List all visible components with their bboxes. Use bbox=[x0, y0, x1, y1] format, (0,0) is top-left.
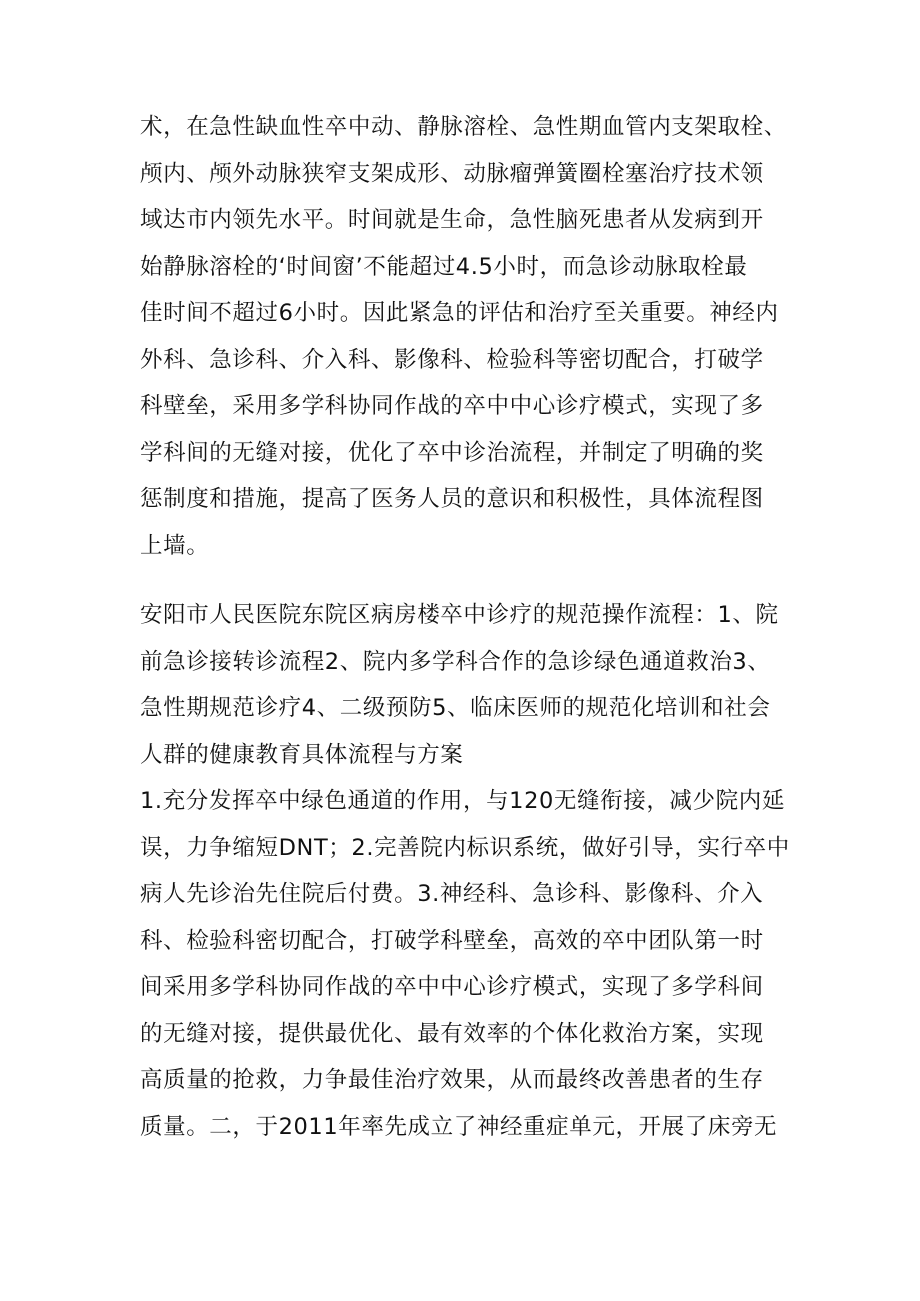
text-line: 误，力争缩短DNT；2.完善院内标识系统，做好引导，实行卒中 bbox=[140, 834, 790, 861]
text-line: 质量。二，于2011年率先成立了神经重症单元，开展了床旁无 bbox=[140, 1113, 778, 1140]
text-line: 域达市内领先水平。时间就是生命，急性脑死患者从发病到开 bbox=[140, 207, 764, 233]
text-line: 科、检验科密切配合，打破学科壁垒，高效的卒中团队第一时 bbox=[140, 927, 764, 954]
text-line: 急性期规范诊疗4、二级预防5、临床医师的规范化培训和社会 bbox=[140, 695, 771, 721]
text-line: 惩制度和措施，提高了医务人员的意识和积极性，具体流程图 bbox=[140, 486, 764, 512]
text-line: 学科间的无缝对接，优化了卒中诊治流程，并制定了明确的奖 bbox=[140, 439, 764, 466]
text-line: 科壁垒，采用多学科协同作战的卒中中心诊疗模式，实现了多 bbox=[140, 393, 764, 419]
text-line: 人群的健康教育具体流程与方案 bbox=[140, 741, 464, 768]
text-line: 前急诊接转诊流程2、院内多学科合作的急诊绿色通道救治3、 bbox=[140, 648, 771, 675]
text-line: 上墙。 bbox=[140, 532, 210, 559]
text-line: 的无缝对接，提供最优化、最有效率的个体化救治方案，实现 bbox=[140, 1020, 764, 1047]
text-line: 高质量的抢救，力争最佳治疗效果，从而最终改善患者的生存 bbox=[140, 1067, 764, 1093]
paragraph-process-plan bbox=[140, 778, 790, 1150]
text-line: 始静脉溶栓的‘时间窗’不能超过4.5小时，而急诊动脉取栓最 bbox=[140, 253, 748, 280]
text-line: 佳时间不超过6小时。因此紧急的评估和治疗至关重要。神经内 bbox=[140, 300, 779, 326]
text-line: 术，在急性缺血性卒中动、静脉溶栓、急性期血管内支架取栓、 bbox=[140, 114, 787, 140]
paragraph-stroke-treatment bbox=[140, 104, 787, 569]
paragraph-standard-procedure bbox=[140, 592, 780, 778]
text-line: 颅内、颅外动脉狭窄支架成形、动脉瘤弹簧圈栓塞治疗技术领 bbox=[140, 160, 764, 187]
text-line: 安阳市人民医院东院区病房楼卒中诊疗的规范操作流程：1、院 bbox=[140, 602, 779, 628]
text-line: 病人先诊治先住院后付费。3.神经科、急诊科、影像科、介入 bbox=[140, 881, 764, 907]
text-line: 外科、急诊科、介入科、影像科、检验科等密切配合，打破学 bbox=[140, 346, 764, 373]
text-line: 间采用多学科协同作战的卒中中心诊疗模式，实现了多学科间 bbox=[140, 974, 764, 1000]
text-line: 1.充分发挥卒中绿色通道的作用，与120无缝衔接，减少院内延 bbox=[140, 788, 785, 814]
